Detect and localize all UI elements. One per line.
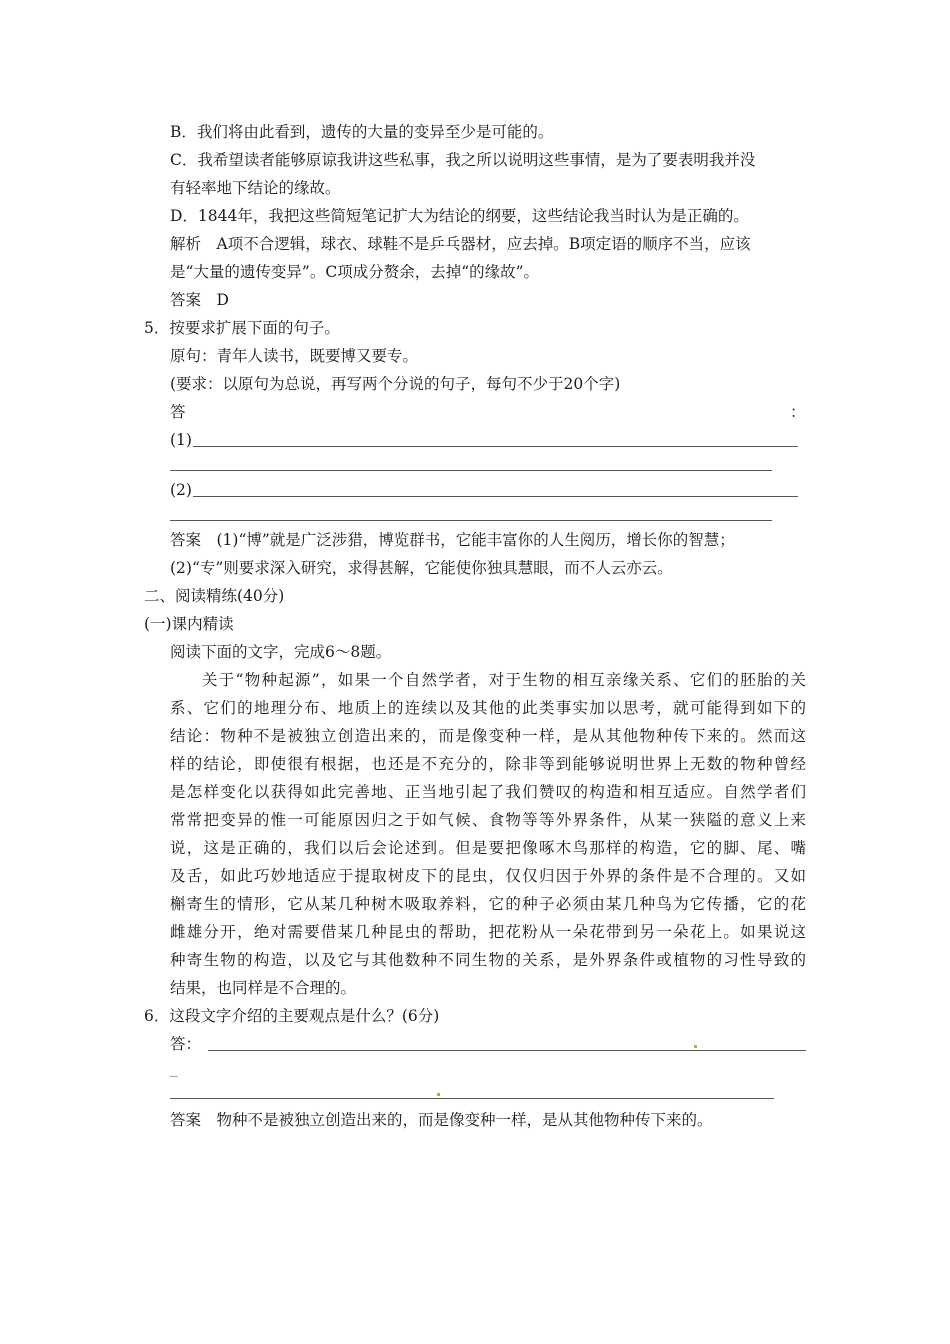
q4-option-d: D．1844年，我把这些简短笔记扩大为结论的纲要，这些结论我当时认为是正确的。 [170, 207, 749, 225]
q5-blank2-label: (2) [170, 481, 192, 499]
q6-answer-label: 答： [170, 1035, 202, 1053]
q4-answer: 答案 D [170, 291, 229, 309]
passage-line-12: 结果，也同样是不合理的。 [170, 979, 357, 997]
q5-original-sentence: 原句：青年人读书，既要博又要专。 [170, 347, 419, 365]
q5-answer-label: 答 [170, 403, 186, 421]
q6-dash: _ [170, 1059, 178, 1077]
green-mark [437, 1093, 440, 1096]
q4-analysis-line1: 解析 A项不合逻辑，球衣、球鞋不是乒乓器材，应去掉。B项定语的顺序不当，应该 [170, 235, 751, 253]
passage-line-6: 常常把变异的惟一可能原因归之于如气候、食物等等外界条件，从某一狭隘的意义上来 [170, 811, 806, 829]
q5-blank2-continuation[interactable] [170, 520, 772, 521]
passage-line-11: 种寄生物的构造，以及它与其他数种不同生物的关系，是外界条件或植物的习性导致的 [170, 951, 806, 969]
q5-answer-line2: (2)“专”则要求深入研究，求得甚解，它能使你独具慧眼，而不人云亦云。 [170, 559, 673, 577]
q6-answer: 答案 物种不是被独立创造出来的，而是像变种一样，是从其他物种传下来的。 [170, 1111, 713, 1129]
q5-answer-line1: 答案 (1)“博”就是广泛涉猎，博览群书，它能丰富你的人生阅历，增长你的智慧； [170, 531, 735, 549]
passage-line-2: 系、它们的地理分布、地质上的连续以及其他的此类事实加以思考，就可能得到如下的 [170, 699, 806, 717]
q5-requirement: (要求：以原句为总说，再写两个分说的句子，每句不少于20个字) [170, 375, 621, 393]
q5-blank1-line[interactable] [193, 446, 798, 447]
q4-option-b: B．我们将由此看到，遗传的大量的变异至少是可能的。 [170, 123, 554, 141]
section2-instruction: 阅读下面的文字，完成6～8题。 [170, 643, 392, 661]
q5-answer-colon: ： [790, 403, 806, 421]
q6-answer-continuation[interactable] [170, 1098, 774, 1099]
q5-blank1-continuation[interactable] [170, 470, 772, 471]
passage-line-10: 雌雄分开，绝对需要借某几种昆虫的帮助，把花粉从一朵花带到另一朵花上。如果说这 [170, 923, 806, 941]
passage-line-4: 样的结论，即使很有根据，也还是不充分的，除非等到能够说明世界上无数的物种曾经 [170, 755, 806, 773]
q6-answer-line[interactable] [208, 1050, 806, 1051]
q4-option-c-line2: 有轻率地下结论的缘故。 [170, 179, 341, 197]
section2-title: 二、阅读精练(40分) [144, 587, 285, 605]
passage-line-7: 说，这是正确的，我们以后会论述到。但是要把像啄木鸟那样的构造，它的脚、尾、嘴 [170, 839, 806, 857]
q4-analysis-line2: 是“大量的遗传变异”。C项成分赘余，去掉“的缘故”。 [170, 263, 540, 281]
q4-option-c-line1: C．我希望读者能够原谅我讲这些私事，我之所以说明这些事情，是为了要表明我并没 [170, 151, 756, 169]
passage-line-1: 关于“物种起源”，如果一个自然学者，对于生物的相互亲缘关系、它们的胚胎的关 [202, 671, 806, 689]
q5-title: 5．按要求扩展下面的句子。 [144, 319, 340, 337]
q5-blank1-label: (1) [170, 431, 192, 449]
q6-title: 6．这段文字介绍的主要观点是什么？(6分) [144, 1007, 440, 1025]
green-mark [694, 1045, 697, 1048]
passage-line-8: 及舌，如此巧妙地适应于提取树皮下的昆虫，仅仅归因于外界的条件是不合理的。又如 [170, 867, 806, 885]
passage-line-3: 结论：物种不是被独立创造出来的，而是像变种一样，是从其他物种传下来的。然而这 [170, 727, 806, 745]
q5-blank2-line[interactable] [193, 496, 798, 497]
passage-line-5: 是怎样变化以获得如此完善地、正当地引起了我们赞叹的构造和相互适应。自然学者们 [170, 783, 806, 801]
passage-line-9: 槲寄生的情形，它从某几种树木吸取养料，它的种子必须由某几种鸟为它传播，它的花 [170, 895, 806, 913]
section2-subtitle: (一)课内精读 [144, 615, 234, 633]
